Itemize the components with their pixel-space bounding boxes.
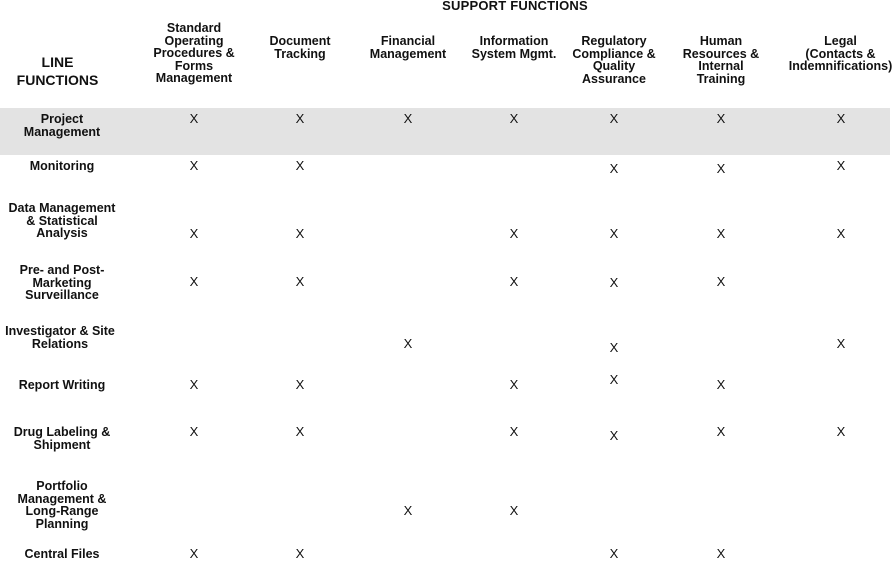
mark-cell: X — [609, 428, 619, 443]
column-header-legal: Legal (Contacts & Indemnifications) — [788, 34, 893, 73]
mark-cell: X — [189, 546, 199, 561]
mark-cell: X — [295, 274, 305, 289]
mark-cell: X — [295, 226, 305, 241]
mark-cell: X — [836, 158, 846, 173]
mark-cell: X — [189, 377, 199, 392]
mark-cell: X — [716, 377, 726, 392]
row-label-central-files: Central Files — [24, 547, 100, 561]
support-functions-title: SUPPORT FUNCTIONS — [442, 0, 588, 13]
column-header-regulatory: Regulatory Compliance & Quality Assurance — [572, 34, 656, 86]
mark-cell: X — [189, 274, 199, 289]
mark-cell: X — [403, 111, 413, 126]
mark-cell: X — [609, 340, 619, 355]
mark-cell: X — [189, 158, 199, 173]
mark-cell: X — [716, 424, 726, 439]
mark-cell: X — [609, 111, 619, 126]
mark-cell: X — [509, 377, 519, 392]
mark-cell: X — [295, 377, 305, 392]
mark-cell: X — [609, 546, 619, 561]
mark-cell: X — [609, 161, 619, 176]
row-label-monitoring: Monitoring — [29, 159, 95, 173]
mark-cell: X — [836, 111, 846, 126]
row-label-surveillance: Pre- and Post- Marketing Surveillance — [19, 263, 105, 302]
mark-cell: X — [716, 546, 726, 561]
column-header-information-system: Information System Mgmt. — [471, 34, 557, 61]
row-label-portfolio-management: Portfolio Management & Long-Range Planning — [17, 479, 107, 531]
row-label-project-management: Project Management — [23, 112, 101, 139]
mark-cell: X — [189, 111, 199, 126]
column-header-document-tracking: Document Tracking — [269, 34, 331, 61]
mark-cell: X — [509, 503, 519, 518]
mark-cell: X — [189, 226, 199, 241]
mark-cell: X — [189, 424, 199, 439]
mark-cell: X — [295, 424, 305, 439]
row-label-report-writing: Report Writing — [18, 378, 106, 392]
mark-cell: X — [716, 274, 726, 289]
mark-cell: X — [295, 158, 305, 173]
mark-cell: X — [609, 275, 619, 290]
mark-cell: X — [509, 424, 519, 439]
row-label-investigator-relations: Investigator & Site Relations — [5, 324, 115, 351]
row-label-data-management: Data Management & Statistical Analysis — [8, 201, 116, 240]
mark-cell: X — [509, 226, 519, 241]
line-functions-title: LINE FUNCTIONS — [16, 54, 99, 88]
mark-cell: X — [403, 336, 413, 351]
mark-cell: X — [836, 336, 846, 351]
mark-cell: X — [295, 546, 305, 561]
column-header-sop: Standard Operating Procedures & Forms Management — [153, 21, 235, 85]
mark-cell: X — [509, 111, 519, 126]
row-label-drug-labeling: Drug Labeling & Shipment — [13, 425, 111, 452]
column-header-financial: Financial Management — [369, 34, 447, 61]
mark-cell: X — [609, 372, 619, 387]
mark-cell: X — [836, 424, 846, 439]
mark-cell: X — [836, 226, 846, 241]
highlighted-row-background — [0, 108, 890, 155]
mark-cell: X — [716, 161, 726, 176]
mark-cell: X — [716, 226, 726, 241]
mark-cell: X — [295, 111, 305, 126]
mark-cell: X — [509, 274, 519, 289]
mark-cell: X — [403, 503, 413, 518]
mark-cell: X — [716, 111, 726, 126]
column-header-human-resources: Human Resources & Internal Training — [682, 34, 760, 86]
mark-cell: X — [609, 226, 619, 241]
